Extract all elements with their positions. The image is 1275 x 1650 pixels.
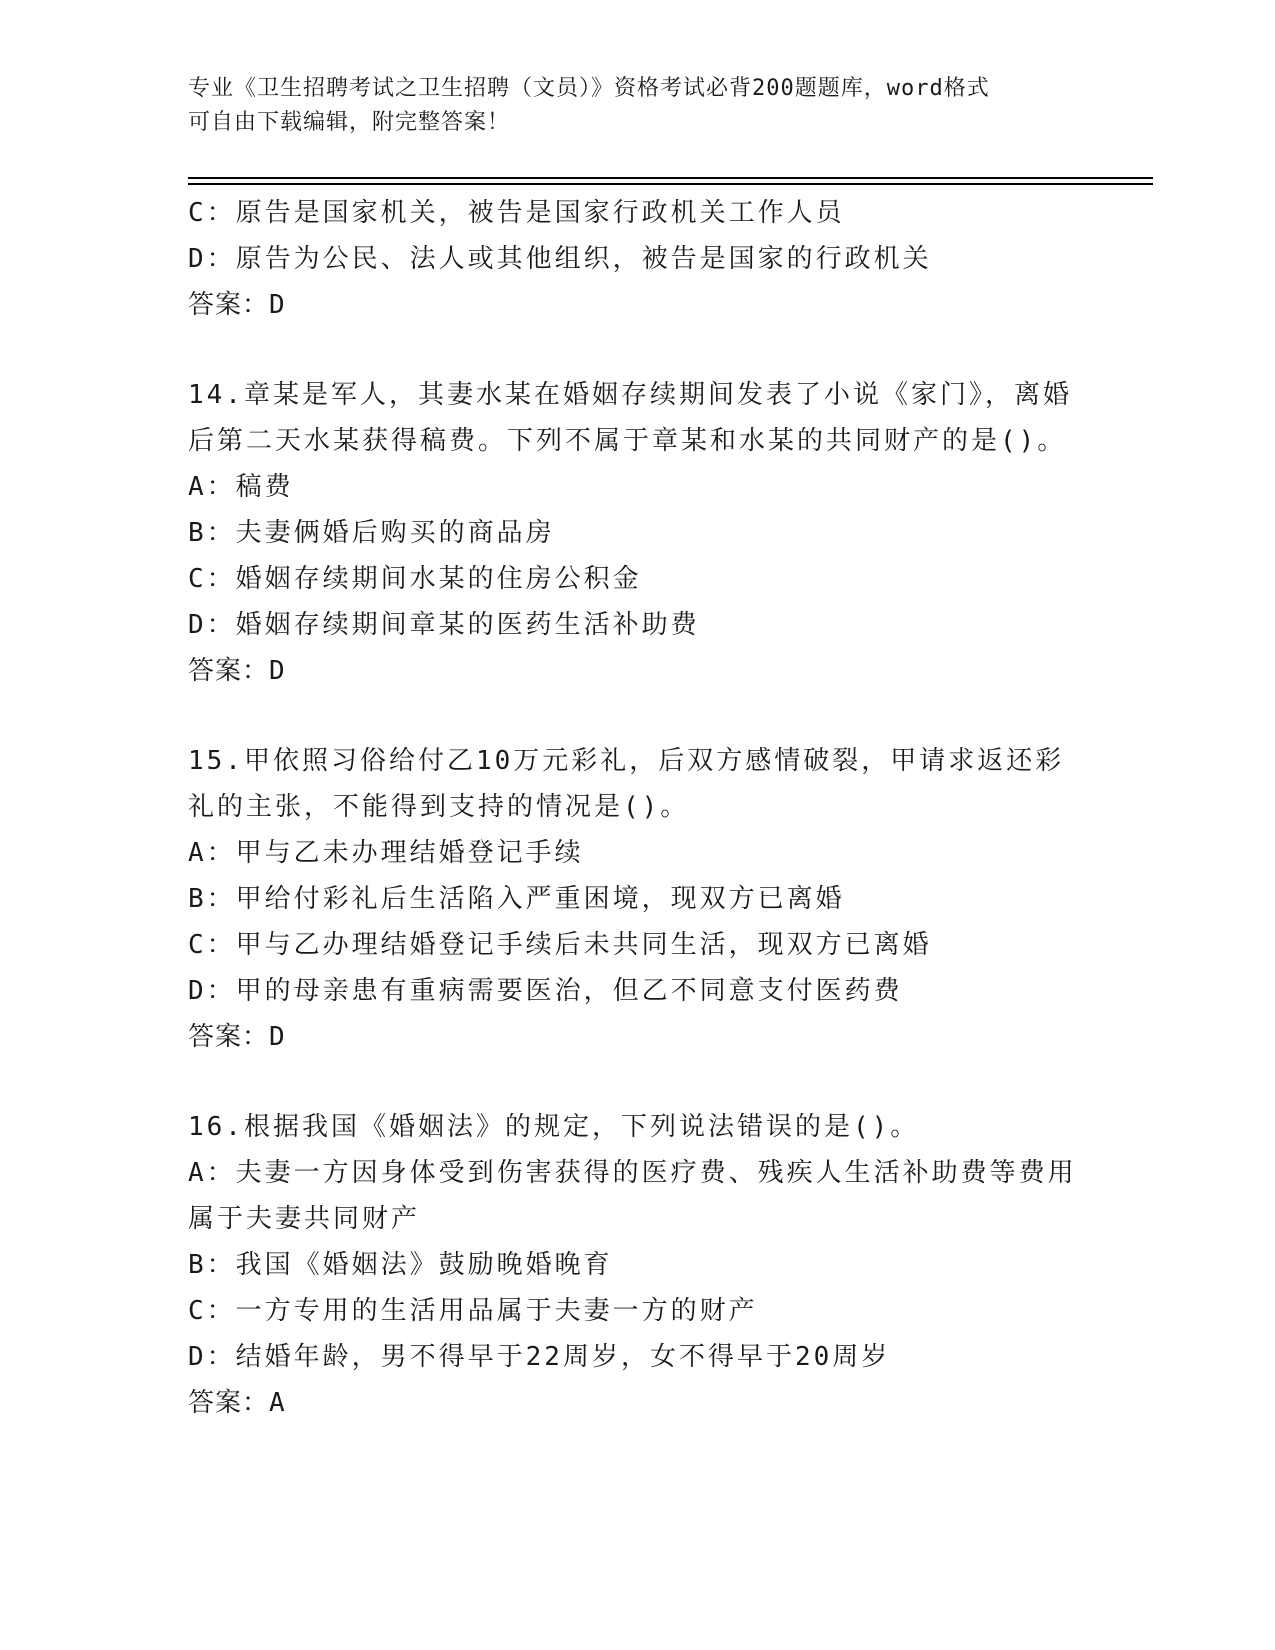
question-stem: 礼的主张，不能得到支持的情况是()。	[188, 792, 690, 822]
header-rule-top	[188, 177, 1153, 179]
question-stem: 14.章某是军人，其妻水某在婚姻存续期间发表了小说《家门》，离婚	[188, 380, 1072, 410]
option-d: D：甲的母亲患有重病需要医治，但乙不同意支付医药费	[188, 976, 903, 1006]
header-line-1: 专业《卫生招聘考试之卫生招聘（文员）》资格考试必背200题题库，word格式	[188, 76, 990, 101]
option-a: A：甲与乙未办理结婚登记手续	[188, 838, 584, 868]
document-header	[188, 72, 1088, 140]
spacer	[188, 1060, 1148, 1104]
option-a: A：夫妻一方因身体受到伤害获得的医疗费、残疾人生活补助费等费用	[188, 1158, 1077, 1188]
spacer	[188, 328, 1148, 372]
option-d: D：婚姻存续期间章某的医药生活补助费	[188, 610, 700, 640]
answer: 答案：D	[188, 1022, 286, 1052]
option-c: C：婚姻存续期间水某的住房公积金	[188, 564, 642, 594]
document-body	[188, 190, 1148, 1426]
question-stem: 16.根据我国《婚姻法》的规定，下列说法错误的是()。	[188, 1112, 920, 1142]
spacer	[188, 694, 1148, 738]
option-c: C：一方专用的生活用品属于夫妻一方的财产	[188, 1296, 758, 1326]
header-rule-bottom	[188, 183, 1153, 185]
option-d: D：结婚年龄，男不得早于22周岁，女不得早于20周岁	[188, 1342, 891, 1372]
option-b: B：夫妻俩婚后购买的商品房	[188, 518, 555, 548]
option-a: A：稿费	[188, 472, 294, 502]
question-15	[188, 738, 1148, 1060]
option-d: D：原告为公民、法人或其他组织，被告是国家的行政机关	[188, 244, 932, 274]
header-line-2: 可自由下载编辑，附完整答案！	[188, 110, 511, 135]
option-c: C：甲与乙办理结婚登记手续后未共同生活，现双方已离婚	[188, 930, 932, 960]
option-c: C：原告是国家机关，被告是国家行政机关工作人员	[188, 198, 845, 228]
option-b: B：甲给付彩礼后生活陷入严重困境，现双方已离婚	[188, 884, 845, 914]
question-13-continuation	[188, 190, 1148, 328]
option-a-continued: 属于夫妻共同财产	[188, 1204, 421, 1234]
question-stem: 后第二天水某获得稿费。下列不属于章某和水某的共同财产的是()。	[188, 426, 1067, 456]
option-b: B：我国《婚姻法》鼓励晚婚晚育	[188, 1250, 613, 1280]
answer: 答案：D	[188, 656, 286, 686]
question-16	[188, 1104, 1148, 1426]
answer: 答案：A	[188, 1388, 286, 1418]
question-stem: 15.甲依照习俗给付乙10万元彩礼，后双方感情破裂，甲请求返还彩	[188, 746, 1065, 776]
question-14	[188, 372, 1148, 694]
answer: 答案：D	[188, 290, 286, 320]
